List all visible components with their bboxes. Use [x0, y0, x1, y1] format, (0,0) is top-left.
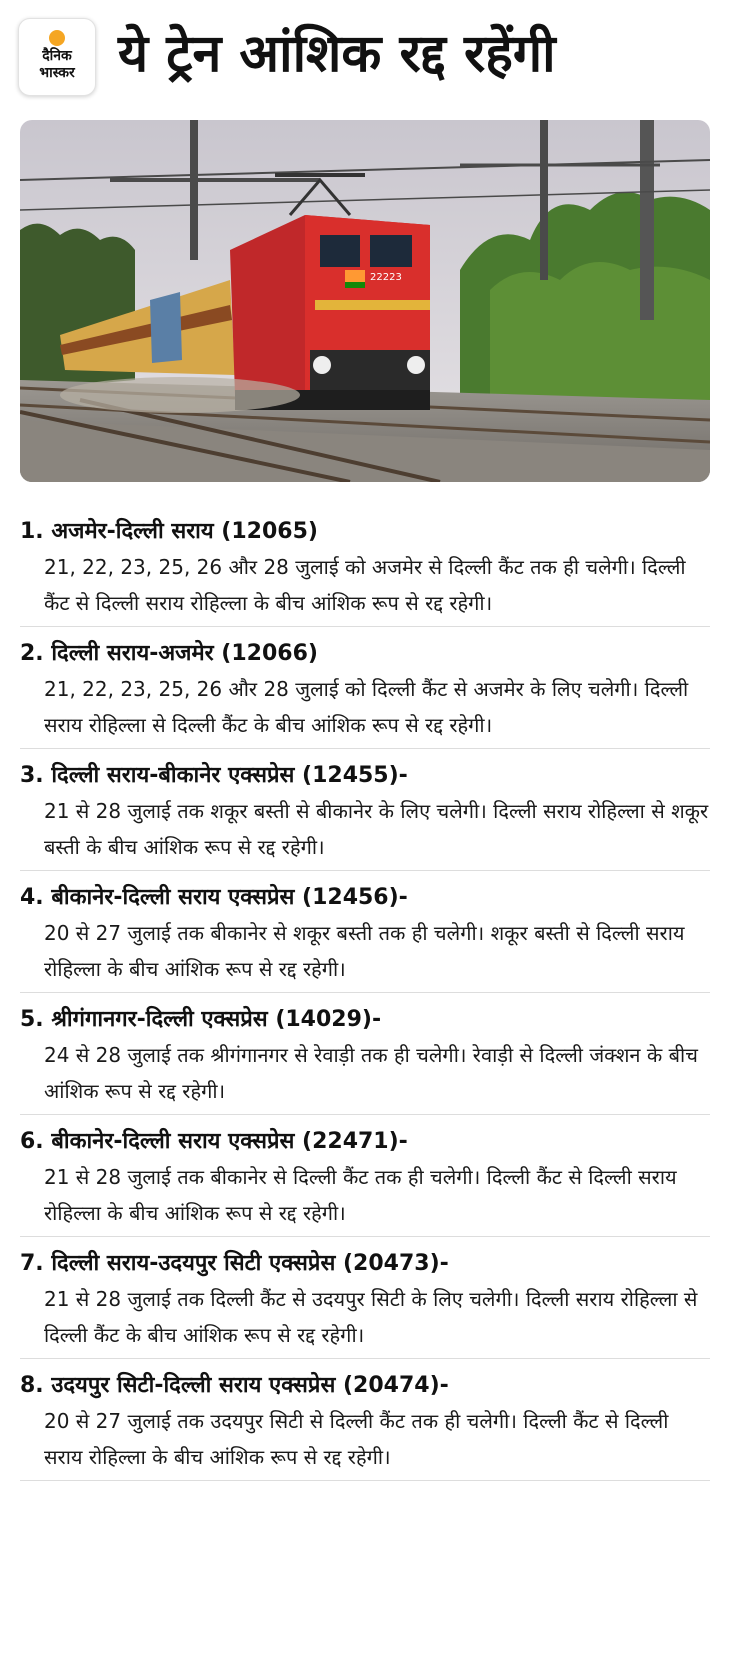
train-title: 7. दिल्ली सराय-उदयपुर सिटी एक्सप्रेस (20473)-: [20, 1251, 449, 1276]
list-item: [20, 871, 710, 993]
header: [0, 0, 730, 110]
train-title: 1. अजमेर-दिल्ली सराय (12065): [20, 519, 318, 544]
logo-text-line2: भास्कर: [39, 65, 75, 81]
train-description: 20 से 27 जुलाई तक बीकानेर से शकूर बस्ती तक ही चलेगी। शकूर बस्ती से दिल्ली सराय रोहिल्ला के बीच आंशिक रूप से रद्द रहेगी।: [44, 921, 685, 981]
train-description: 21, 22, 23, 25, 26 और 28 जुलाई को अजमेर से दिल्ली कैंट तक ही चलेगी। दिल्ली कैंट से दिल्ली सराय रोहिल्ला के बीच आंशिक रूप से रद्द रहेगी।: [44, 555, 686, 615]
list-item: [20, 749, 710, 871]
train-description: 21 से 28 जुलाई तक दिल्ली कैंट से उदयपुर सिटी के लिए चलेगी। दिल्ली सराय रोहिल्ला से दिल्ली कैंट के बीच आंशिक रूप से रद्द रहेगी।: [44, 1287, 698, 1347]
train-description: 24 से 28 जुलाई तक श्रीगंगानगर से रेवाड़ी तक ही चलेगी। रेवाड़ी से दिल्ली जंक्शन के बीच आंशिक रूप से रद्द रहेगी।: [44, 1043, 698, 1103]
list-item: [20, 627, 710, 749]
train-title: 6. बीकानेर-दिल्ली सराय एक्सप्रेस (22471)-: [20, 1129, 408, 1154]
list-item: [20, 1359, 710, 1481]
train-description: 21, 22, 23, 25, 26 और 28 जुलाई को दिल्ली कैंट से अजमेर के लिए चलेगी। दिल्ली सराय रोहिल्ला से दिल्ली कैंट के बीच आंशिक रूप से रद्द रहेगी।: [44, 677, 689, 737]
dainik-bhaskar-logo[interactable]: [18, 18, 96, 96]
train-illustration: [20, 120, 710, 482]
train-description: 21 से 28 जुलाई तक बीकानेर से दिल्ली कैंट तक ही चलेगी। दिल्ली कैंट से दिल्ली सराय रोहिल्ला के बीच आंशिक रूप से रद्द रहेगी।: [44, 1165, 677, 1225]
sun-dot-icon: [49, 30, 65, 46]
train-title: 3. दिल्ली सराय-बीकानेर एक्सप्रेस (12455)-: [20, 763, 408, 788]
train-photo: [20, 120, 710, 482]
train-title: 4. बीकानेर-दिल्ली सराय एक्सप्रेस (12456)-: [20, 885, 408, 910]
train-description: 21 से 28 जुलाई तक शकूर बस्ती से बीकानेर के लिए चलेगी। दिल्ली सराय रोहिल्ला से शकूर बस्ती के बीच आंशिक रूप से रद्द रहेगी।: [44, 799, 709, 859]
list-item: [20, 1237, 710, 1359]
locomotive-number: 22223: [370, 272, 402, 283]
train-title: 8. उदयपुर सिटी-दिल्ली सराय एक्सप्रेस (20474)-: [20, 1373, 449, 1398]
train-title: 5. श्रीगंगानगर-दिल्ली एक्सप्रेस (14029)-: [20, 1007, 382, 1032]
train-description: 20 से 27 जुलाई तक उदयपुर सिटी से दिल्ली कैंट तक ही चलेगी। दिल्ली कैंट से दिल्ली सराय रोहिल्ला के बीच आंशिक रूप से रद्द रहेगी।: [44, 1409, 669, 1469]
logo-text-line1: दैनिक: [42, 48, 72, 64]
list-item: [20, 505, 710, 627]
train-title: 2. दिल्ली सराय-अजमेर (12066): [20, 641, 318, 666]
list-item: [20, 1115, 710, 1237]
train-list: [20, 505, 710, 1481]
page-title: ये ट्रेन आंशिक रद्द रहेंगी: [118, 24, 556, 84]
list-item: [20, 993, 710, 1115]
